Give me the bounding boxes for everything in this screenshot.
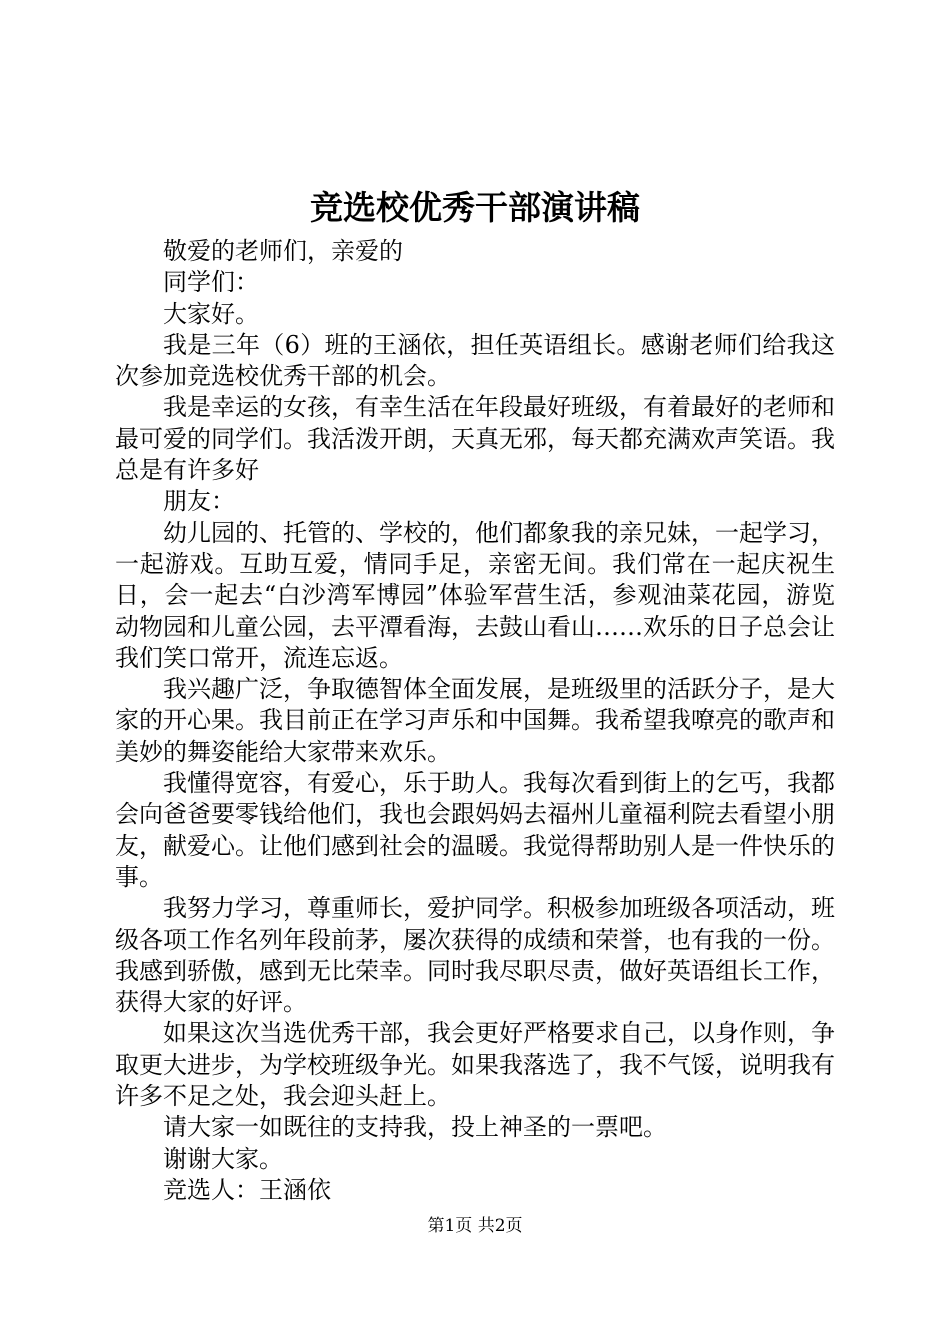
paragraph-study: 我努力学习，尊重师长，爱护同学。积极参加班级各项活动，班级各项工作名列年段前茅，屡次获得的成绩和荣誉，也有我的一份。我感到骄傲，感到无比荣幸。同时我尽职尽责，做好英语组长工作，获得大家的好评。 [115,894,835,1017]
document-title: 竞选校优秀干部演讲稿 [310,188,640,227]
paragraph-salutation-1: 敬爱的老师们，亲爱的 [163,237,403,265]
paragraph-interests: 我兴趣广泛，争取德智体全面发展，是班级里的活跃分子，是大家的开心果。我目前正在学习声乐和中国舞。我希望我嘹亮的歌声和美妙的舞姿能给大家带来欢乐。 [115,675,835,766]
paragraph-promise: 如果这次当选优秀干部，我会更好严格要求自己，以身作则，争取更大进步，为学校班级争光。如果我落选了，我不气馁，说明我有许多不足之处，我会迎头赶上。 [115,1019,835,1111]
paragraph-greeting: 大家好。 [163,299,259,328]
document-body [115,236,835,1206]
paragraph-salutation-2: 同学们： [163,268,259,297]
paragraph-thanks: 谢谢大家。 [163,1144,283,1173]
paragraph-lucky-girl: 我是幸运的女孩，有幸生活在年段最好班级，有着最好的老师和最可爱的同学们。我活泼开朗，天真无邪，每天都充满欢声笑语。我总是有许多好 [115,393,835,485]
paragraph-request: 请大家一如既往的支持我，投上神圣的一票吧。 [163,1113,667,1142]
paragraph-introduction: 我是三年（6）班的王涵依，担任英语组长。感谢老师们给我这次参加竞选校优秀干部的机会。 [115,330,835,391]
paragraph-kindness: 我懂得宽容，有爱心，乐于助人。我每次看到街上的乞丐，我都会向爸爸要零钱给他们，我也会跟妈妈去福州儿童福利院去看望小朋友，献爱心。让他们感到社会的温暖。我觉得帮助别人是一件快乐的事。 [115,769,835,891]
page-footer: 第1页 共2页 [427,1216,523,1236]
paragraph-signature: 竞选人：王涵依 [163,1175,331,1204]
paragraph-friends-label: 朋友： [163,487,235,516]
paragraph-friends: 幼儿园的、托管的、学校的，他们都象我的亲兄妹，一起学习，一起游戏。互助互爱，情同手足，亲密无间。我们常在一起庆祝生日，会一起去“白沙湾军博园”体验军营生活，参观油菜花园，游览动物园和儿童公园，去平潭看海，去鼓山看山……欢乐的日子总会让我们笑口常开，流连忘返。 [115,518,835,672]
